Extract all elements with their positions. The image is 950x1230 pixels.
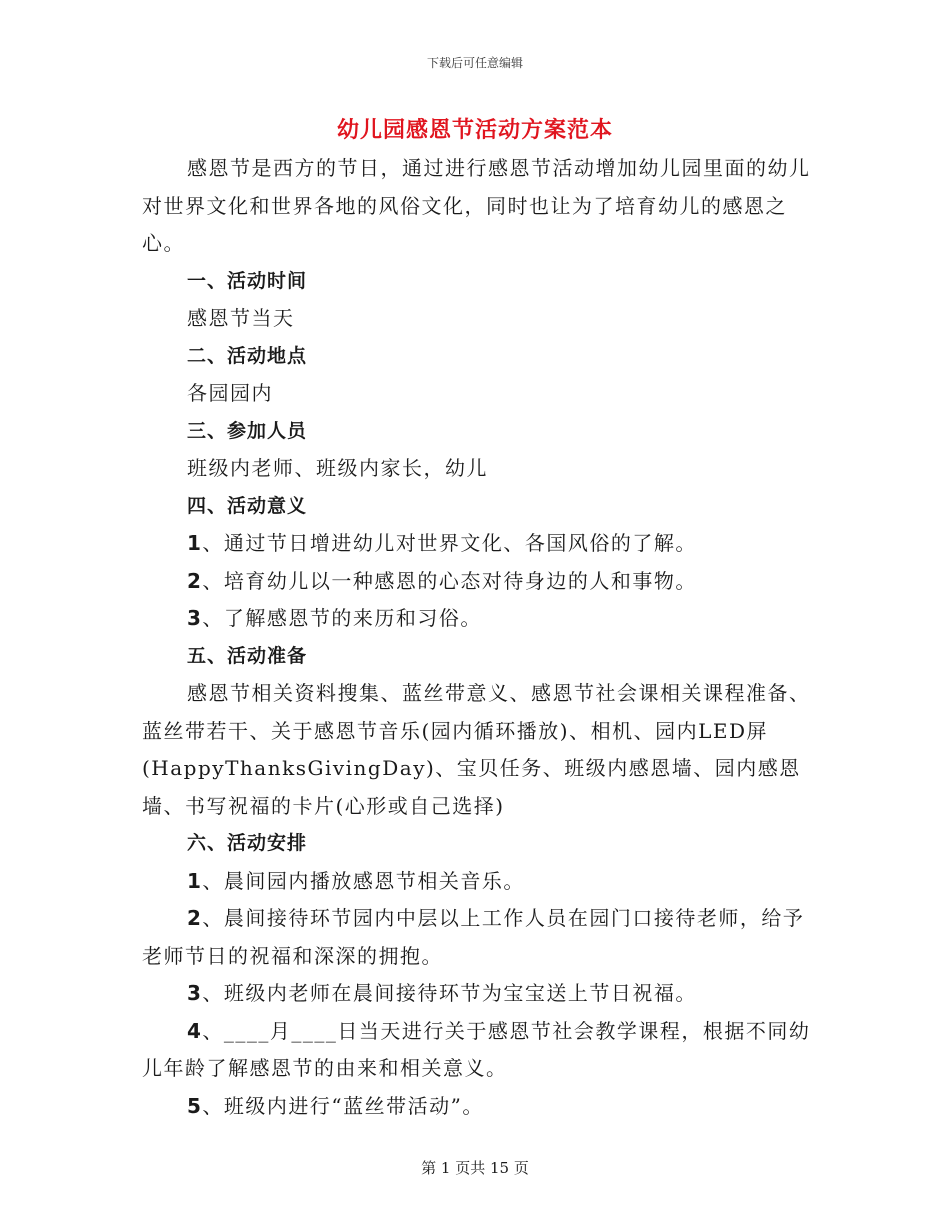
list-item [142,863,812,901]
item-number: 2 [187,906,203,930]
list-item [142,563,812,601]
header-note: 下载后可任意编辑 [426,56,523,70]
document-body [142,150,812,1125]
document-title: 幼儿园感恩节活动方案范本 [336,117,613,143]
list-item [142,1088,812,1126]
item-number: 3 [187,606,203,630]
item-text: 、了解感恩节的来历和习俗。 [202,606,482,630]
item-number: 2 [187,568,203,593]
section-heading-schedule: 六、活动安排 [187,832,308,854]
section-heading-time: 一、活动时间 [187,269,308,292]
section-heading-preparation: 五、活动准备 [187,644,308,667]
item-number: 4 [187,1018,203,1043]
item-text: 、晨间园内播放感恩节相关音乐。 [202,868,525,893]
item-text: 、班级内进行“蓝丝带活动”。 [202,1093,484,1118]
section-text-preparation: 感恩节相关资料搜集、蓝丝带意义、感恩节社会课相关课程准备、蓝丝带若干、关于感恩节音乐(园内循环播放)、相机、园内LED屏(HappyThanksGivingDay)、宝贝任务、班级内感恩墙、园内感恩墙、书写祝福的卡片(心形或自己选择) [142,681,811,818]
page-footer: 第 1 页共 15 页 [421,1159,529,1177]
section-heading-participants: 三、参加人员 [187,419,308,442]
item-number: 3 [187,981,203,1005]
intro-paragraph: 感恩节是西方的节日，通过进行感恩节活动增加幼儿园里面的幼儿对世界文化和世界各地的风俗文化，同时也让为了培育幼儿的感恩之心。 [142,156,811,255]
item-number: 5 [187,1093,203,1118]
item-text: 、通过节日增进幼儿对世界文化、各国风俗的了解。 [202,531,697,555]
item-text: 、班级内老师在晨间接待环节为宝宝送上节日祝福。 [202,981,697,1005]
list-item [142,900,812,975]
item-text: 、培育幼儿以一种感恩的心态对待身边的人和事物。 [202,568,697,593]
item-number: 1 [187,531,203,555]
item-number: 1 [187,868,203,893]
section-text-participants: 班级内老师、班级内家长，幼儿 [187,456,488,480]
item-text: 、晨间接待环节园内中层以上工作人员在园门口接待老师，给予老师节日的祝福和深深的拥抱。 [142,906,805,968]
list-item [142,1013,812,1088]
section-text-time: 感恩节当天 [187,306,295,330]
list-item [142,975,812,1013]
list-item [142,600,812,638]
section-heading-location: 二、活动地点 [187,344,308,367]
section-heading-significance: 四、活动意义 [187,494,308,517]
list-item [142,525,812,563]
section-text-location: 各园园内 [187,381,273,405]
item-text: 、____月____日当天进行关于感恩节社会教学课程，根据不同幼儿年龄了解感恩节的由来和相关意义。 [142,1018,811,1080]
